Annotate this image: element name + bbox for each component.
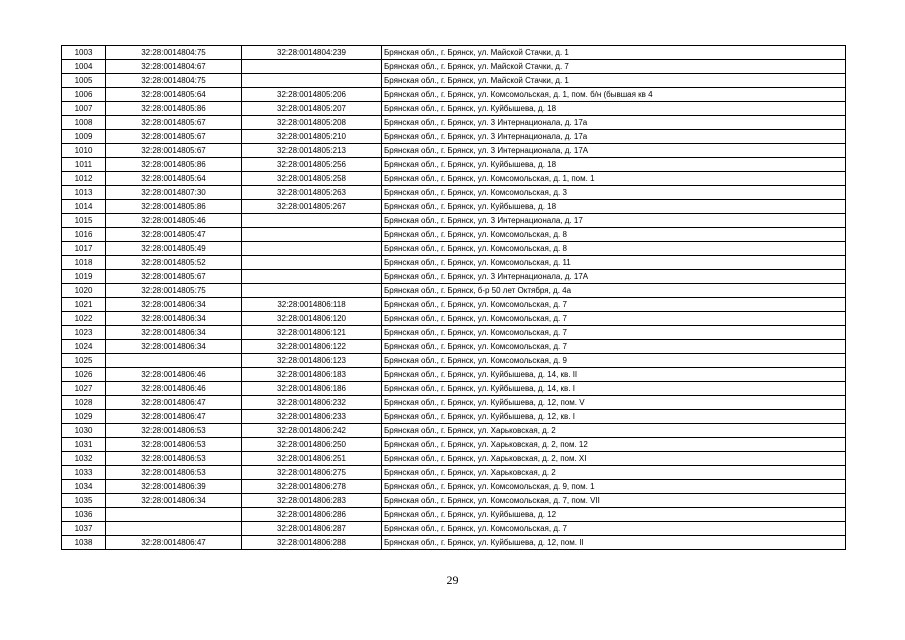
address-cell: Брянская обл., г. Брянск, ул. Комсомольская, д. 8 [382, 228, 846, 242]
cadastral-number-cell [106, 522, 242, 536]
row-number-cell: 1012 [62, 172, 106, 186]
premises-cadastral-number-cell: 32:28:0014805:210 [242, 130, 382, 144]
address-cell: Брянская обл., г. Брянск, ул. Комсомольская, д. 7 [382, 298, 846, 312]
table-row [62, 144, 846, 158]
cadastral-number-cell: 32:28:0014806:34 [106, 326, 242, 340]
premises-cadastral-number-cell [242, 60, 382, 74]
cadastral-number-cell: 32:28:0014807:30 [106, 186, 242, 200]
premises-cadastral-number-cell [242, 270, 382, 284]
cadastral-number-cell: 32:28:0014806:46 [106, 368, 242, 382]
address-cell: Брянская обл., г. Брянск, ул. Харьковская, д. 2, пом. XI [382, 452, 846, 466]
row-number-cell: 1029 [62, 410, 106, 424]
cadastral-number-cell: 32:28:0014805:67 [106, 116, 242, 130]
cadastral-number-cell: 32:28:0014804:75 [106, 46, 242, 60]
cadastral-number-cell: 32:28:0014805:64 [106, 172, 242, 186]
row-number-cell: 1038 [62, 536, 106, 550]
row-number-cell: 1011 [62, 158, 106, 172]
table-row [62, 200, 846, 214]
cadastral-number-cell: 32:28:0014806:53 [106, 424, 242, 438]
cadastral-number-cell: 32:28:0014806:47 [106, 396, 242, 410]
premises-cadastral-number-cell: 32:28:0014805:206 [242, 88, 382, 102]
table-row [62, 326, 846, 340]
page-number: 29 [446, 573, 459, 587]
address-cell: Брянская обл., г. Брянск, ул. Майской Стачки, д. 1 [382, 74, 846, 88]
row-number-cell: 1017 [62, 242, 106, 256]
premises-cadastral-number-cell: 32:28:0014806:233 [242, 410, 382, 424]
row-number-cell: 1019 [62, 270, 106, 284]
address-cell: Брянская обл., г. Брянск, ул. Майской Стачки, д. 1 [382, 46, 846, 60]
address-cell: Брянская обл., г. Брянск, ул. Комсомольская, д. 7, пом. VII [382, 494, 846, 508]
cadastral-number-cell: 32:28:0014804:75 [106, 74, 242, 88]
row-number-cell: 1016 [62, 228, 106, 242]
premises-cadastral-number-cell [242, 214, 382, 228]
table-row [62, 410, 846, 424]
cadastral-number-cell: 32:28:0014805:49 [106, 242, 242, 256]
table-row [62, 424, 846, 438]
cadastral-number-cell: 32:28:0014806:34 [106, 494, 242, 508]
cadastral-number-cell: 32:28:0014806:47 [106, 410, 242, 424]
cadastral-number-cell: 32:28:0014806:34 [106, 298, 242, 312]
premises-cadastral-number-cell: 32:28:0014805:263 [242, 186, 382, 200]
premises-cadastral-number-cell: 32:28:0014806:251 [242, 452, 382, 466]
cadastral-number-cell [106, 508, 242, 522]
address-cell: Брянская обл., г. Брянск, ул. Комсомольская, д. 7 [382, 340, 846, 354]
cadastral-number-cell: 32:28:0014806:34 [106, 312, 242, 326]
address-cell: Брянская обл., г. Брянск, ул. Комсомольская, д. 11 [382, 256, 846, 270]
cadastral-number-cell: 32:28:0014806:39 [106, 480, 242, 494]
row-number-cell: 1013 [62, 186, 106, 200]
table-row [62, 298, 846, 312]
table-row [62, 130, 846, 144]
premises-cadastral-number-cell [242, 242, 382, 256]
row-number-cell: 1023 [62, 326, 106, 340]
table-row [62, 242, 846, 256]
cadastral-number-cell: 32:28:0014805:47 [106, 228, 242, 242]
table-row [62, 340, 846, 354]
address-cell: Брянская обл., г. Брянск, ул. Куйбышева, д. 14, кв. I [382, 382, 846, 396]
row-number-cell: 1022 [62, 312, 106, 326]
table-row [62, 256, 846, 270]
registry-table-body [62, 46, 846, 550]
row-number-cell: 1004 [62, 60, 106, 74]
address-cell: Брянская обл., г. Брянск, ул. Майской Стачки, д. 7 [382, 60, 846, 74]
premises-cadastral-number-cell: 32:28:0014806:242 [242, 424, 382, 438]
address-cell: Брянская обл., г. Брянск, ул. Комсомольская, д. 1, пом. 1 [382, 172, 846, 186]
row-number-cell: 1007 [62, 102, 106, 116]
table-row [62, 172, 846, 186]
premises-cadastral-number-cell: 32:28:0014806:122 [242, 340, 382, 354]
table-row [62, 382, 846, 396]
row-number-cell: 1036 [62, 508, 106, 522]
table-row [62, 368, 846, 382]
premises-cadastral-number-cell: 32:28:0014805:267 [242, 200, 382, 214]
address-cell: Брянская обл., г. Брянск, ул. Харьковская, д. 2 [382, 424, 846, 438]
address-cell: Брянская обл., г. Брянск, ул. Куйбышева, д. 12 [382, 508, 846, 522]
table-row [62, 74, 846, 88]
row-number-cell: 1031 [62, 438, 106, 452]
address-cell: Брянская обл., г. Брянск, ул. 3 Интернационала, д. 17 [382, 214, 846, 228]
table-row [62, 60, 846, 74]
premises-cadastral-number-cell [242, 256, 382, 270]
cadastral-number-cell: 32:28:0014805:64 [106, 88, 242, 102]
premises-cadastral-number-cell: 32:28:0014806:287 [242, 522, 382, 536]
premises-cadastral-number-cell: 32:28:0014806:275 [242, 466, 382, 480]
table-row [62, 396, 846, 410]
cadastral-number-cell: 32:28:0014805:75 [106, 284, 242, 298]
address-cell: Брянская обл., г. Брянск, ул. Комсомольская, д. 1, пом. б/н (бывшая кв 4 [382, 88, 846, 102]
cadastral-number-cell: 32:28:0014806:53 [106, 452, 242, 466]
premises-cadastral-number-cell: 32:28:0014806:183 [242, 368, 382, 382]
table-row [62, 228, 846, 242]
address-cell: Брянская обл., г. Брянск, ул. Комсомольская, д. 8 [382, 242, 846, 256]
cadastral-number-cell [106, 354, 242, 368]
row-number-cell: 1030 [62, 424, 106, 438]
cadastral-number-cell: 32:28:0014805:52 [106, 256, 242, 270]
premises-cadastral-number-cell: 32:28:0014806:286 [242, 508, 382, 522]
cadastral-number-cell: 32:28:0014806:53 [106, 466, 242, 480]
address-cell: Брянская обл., г. Брянск, ул. Куйбышева, д. 14, кв. II [382, 368, 846, 382]
row-number-cell: 1008 [62, 116, 106, 130]
premises-cadastral-number-cell: 32:28:0014805:256 [242, 158, 382, 172]
premises-cadastral-number-cell: 32:28:0014806:118 [242, 298, 382, 312]
premises-cadastral-number-cell: 32:28:0014806:123 [242, 354, 382, 368]
cadastral-number-cell: 32:28:0014804:67 [106, 60, 242, 74]
premises-cadastral-number-cell: 32:28:0014805:213 [242, 144, 382, 158]
row-number-cell: 1015 [62, 214, 106, 228]
address-cell: Брянская обл., г. Брянск, ул. Куйбышева, д. 12, пом. V [382, 396, 846, 410]
premises-cadastral-number-cell: 32:28:0014806:283 [242, 494, 382, 508]
address-cell: Брянская обл., г. Брянск, ул. Комсомольская, д. 7 [382, 326, 846, 340]
cadastral-number-cell: 32:28:0014805:67 [106, 144, 242, 158]
row-number-cell: 1032 [62, 452, 106, 466]
row-number-cell: 1003 [62, 46, 106, 60]
cadastral-number-cell: 32:28:0014806:53 [106, 438, 242, 452]
premises-cadastral-number-cell [242, 74, 382, 88]
cadastral-number-cell: 32:28:0014805:67 [106, 130, 242, 144]
address-cell: Брянская обл., г. Брянск, ул. Комсомольская, д. 9, пом. 1 [382, 480, 846, 494]
address-cell: Брянская обл., г. Брянск, ул. Куйбышева, д. 12, кв. I [382, 410, 846, 424]
cadastral-number-cell: 32:28:0014806:34 [106, 340, 242, 354]
cadastral-number-cell: 32:28:0014805:67 [106, 270, 242, 284]
table-row [62, 284, 846, 298]
address-cell: Брянская обл., г. Брянск, ул. 3 Интернационала, д. 17А [382, 144, 846, 158]
row-number-cell: 1018 [62, 256, 106, 270]
row-number-cell: 1014 [62, 200, 106, 214]
cadastral-number-cell: 32:28:0014806:47 [106, 536, 242, 550]
row-number-cell: 1026 [62, 368, 106, 382]
premises-cadastral-number-cell: 32:28:0014806:186 [242, 382, 382, 396]
row-number-cell: 1021 [62, 298, 106, 312]
premises-cadastral-number-cell: 32:28:0014806:120 [242, 312, 382, 326]
table-row [62, 494, 846, 508]
cadastral-number-cell: 32:28:0014805:86 [106, 200, 242, 214]
table-row [62, 312, 846, 326]
address-cell: Брянская обл., г. Брянск, ул. 3 Интернационала, д. 17а [382, 130, 846, 144]
address-cell: Брянская обл., г. Брянск, ул. Куйбышева, д. 18 [382, 158, 846, 172]
row-number-cell: 1024 [62, 340, 106, 354]
address-cell: Брянская обл., г. Брянск, ул. Комсомольская, д. 7 [382, 312, 846, 326]
premises-cadastral-number-cell: 32:28:0014805:208 [242, 116, 382, 130]
registry-table [61, 45, 846, 550]
premises-cadastral-number-cell: 32:28:0014805:207 [242, 102, 382, 116]
premises-cadastral-number-cell [242, 228, 382, 242]
cadastral-number-cell: 32:28:0014805:86 [106, 102, 242, 116]
table-row [62, 438, 846, 452]
cadastral-number-cell: 32:28:0014806:46 [106, 382, 242, 396]
address-cell: Брянская обл., г. Брянск, ул. Куйбышева, д. 18 [382, 200, 846, 214]
row-number-cell: 1027 [62, 382, 106, 396]
table-row [62, 88, 846, 102]
table-row [62, 522, 846, 536]
table-row [62, 480, 846, 494]
row-number-cell: 1025 [62, 354, 106, 368]
row-number-cell: 1034 [62, 480, 106, 494]
address-cell: Брянская обл., г. Брянск, ул. Куйбышева, д. 12, пом. II [382, 536, 846, 550]
row-number-cell: 1028 [62, 396, 106, 410]
table-row [62, 158, 846, 172]
premises-cadastral-number-cell: 32:28:0014805:258 [242, 172, 382, 186]
address-cell: Брянская обл., г. Брянск, ул. 3 Интернационала, д. 17А [382, 270, 846, 284]
table-row [62, 536, 846, 550]
cadastral-number-cell: 32:28:0014805:86 [106, 158, 242, 172]
row-number-cell: 1033 [62, 466, 106, 480]
premises-cadastral-number-cell: 32:28:0014806:278 [242, 480, 382, 494]
address-cell: Брянская обл., г. Брянск, ул. Комсомольская, д. 9 [382, 354, 846, 368]
table-row [62, 508, 846, 522]
table-row [62, 214, 846, 228]
row-number-cell: 1009 [62, 130, 106, 144]
address-cell: Брянская обл., г. Брянск, ул. Харьковская, д. 2, пом. 12 [382, 438, 846, 452]
table-row [62, 466, 846, 480]
address-cell: Брянская обл., г. Брянск, ул. Харьковская, д. 2 [382, 466, 846, 480]
address-cell: Брянская обл., г. Брянск, ул. 3 Интернационала, д. 17а [382, 116, 846, 130]
address-cell: Брянская обл., г. Брянск, ул. Комсомольская, д. 3 [382, 186, 846, 200]
address-cell: Брянская обл., г. Брянск, ул. Куйбышева, д. 18 [382, 102, 846, 116]
premises-cadastral-number-cell: 32:28:0014804:239 [242, 46, 382, 60]
table-row [62, 452, 846, 466]
table-row [62, 186, 846, 200]
premises-cadastral-number-cell: 32:28:0014806:250 [242, 438, 382, 452]
premises-cadastral-number-cell: 32:28:0014806:232 [242, 396, 382, 410]
row-number-cell: 1005 [62, 74, 106, 88]
address-cell: Брянская обл., г. Брянск, б-р 50 лет Октября, д. 4а [382, 284, 846, 298]
cadastral-number-cell: 32:28:0014805:46 [106, 214, 242, 228]
row-number-cell: 1037 [62, 522, 106, 536]
table-row [62, 46, 846, 60]
row-number-cell: 1035 [62, 494, 106, 508]
row-number-cell: 1006 [62, 88, 106, 102]
address-cell: Брянская обл., г. Брянск, ул. Комсомольская, д. 7 [382, 522, 846, 536]
table-row [62, 116, 846, 130]
table-row [62, 270, 846, 284]
premises-cadastral-number-cell: 32:28:0014806:288 [242, 536, 382, 550]
row-number-cell: 1020 [62, 284, 106, 298]
table-row [62, 354, 846, 368]
premises-cadastral-number-cell [242, 284, 382, 298]
premises-cadastral-number-cell: 32:28:0014806:121 [242, 326, 382, 340]
table-row [62, 102, 846, 116]
row-number-cell: 1010 [62, 144, 106, 158]
